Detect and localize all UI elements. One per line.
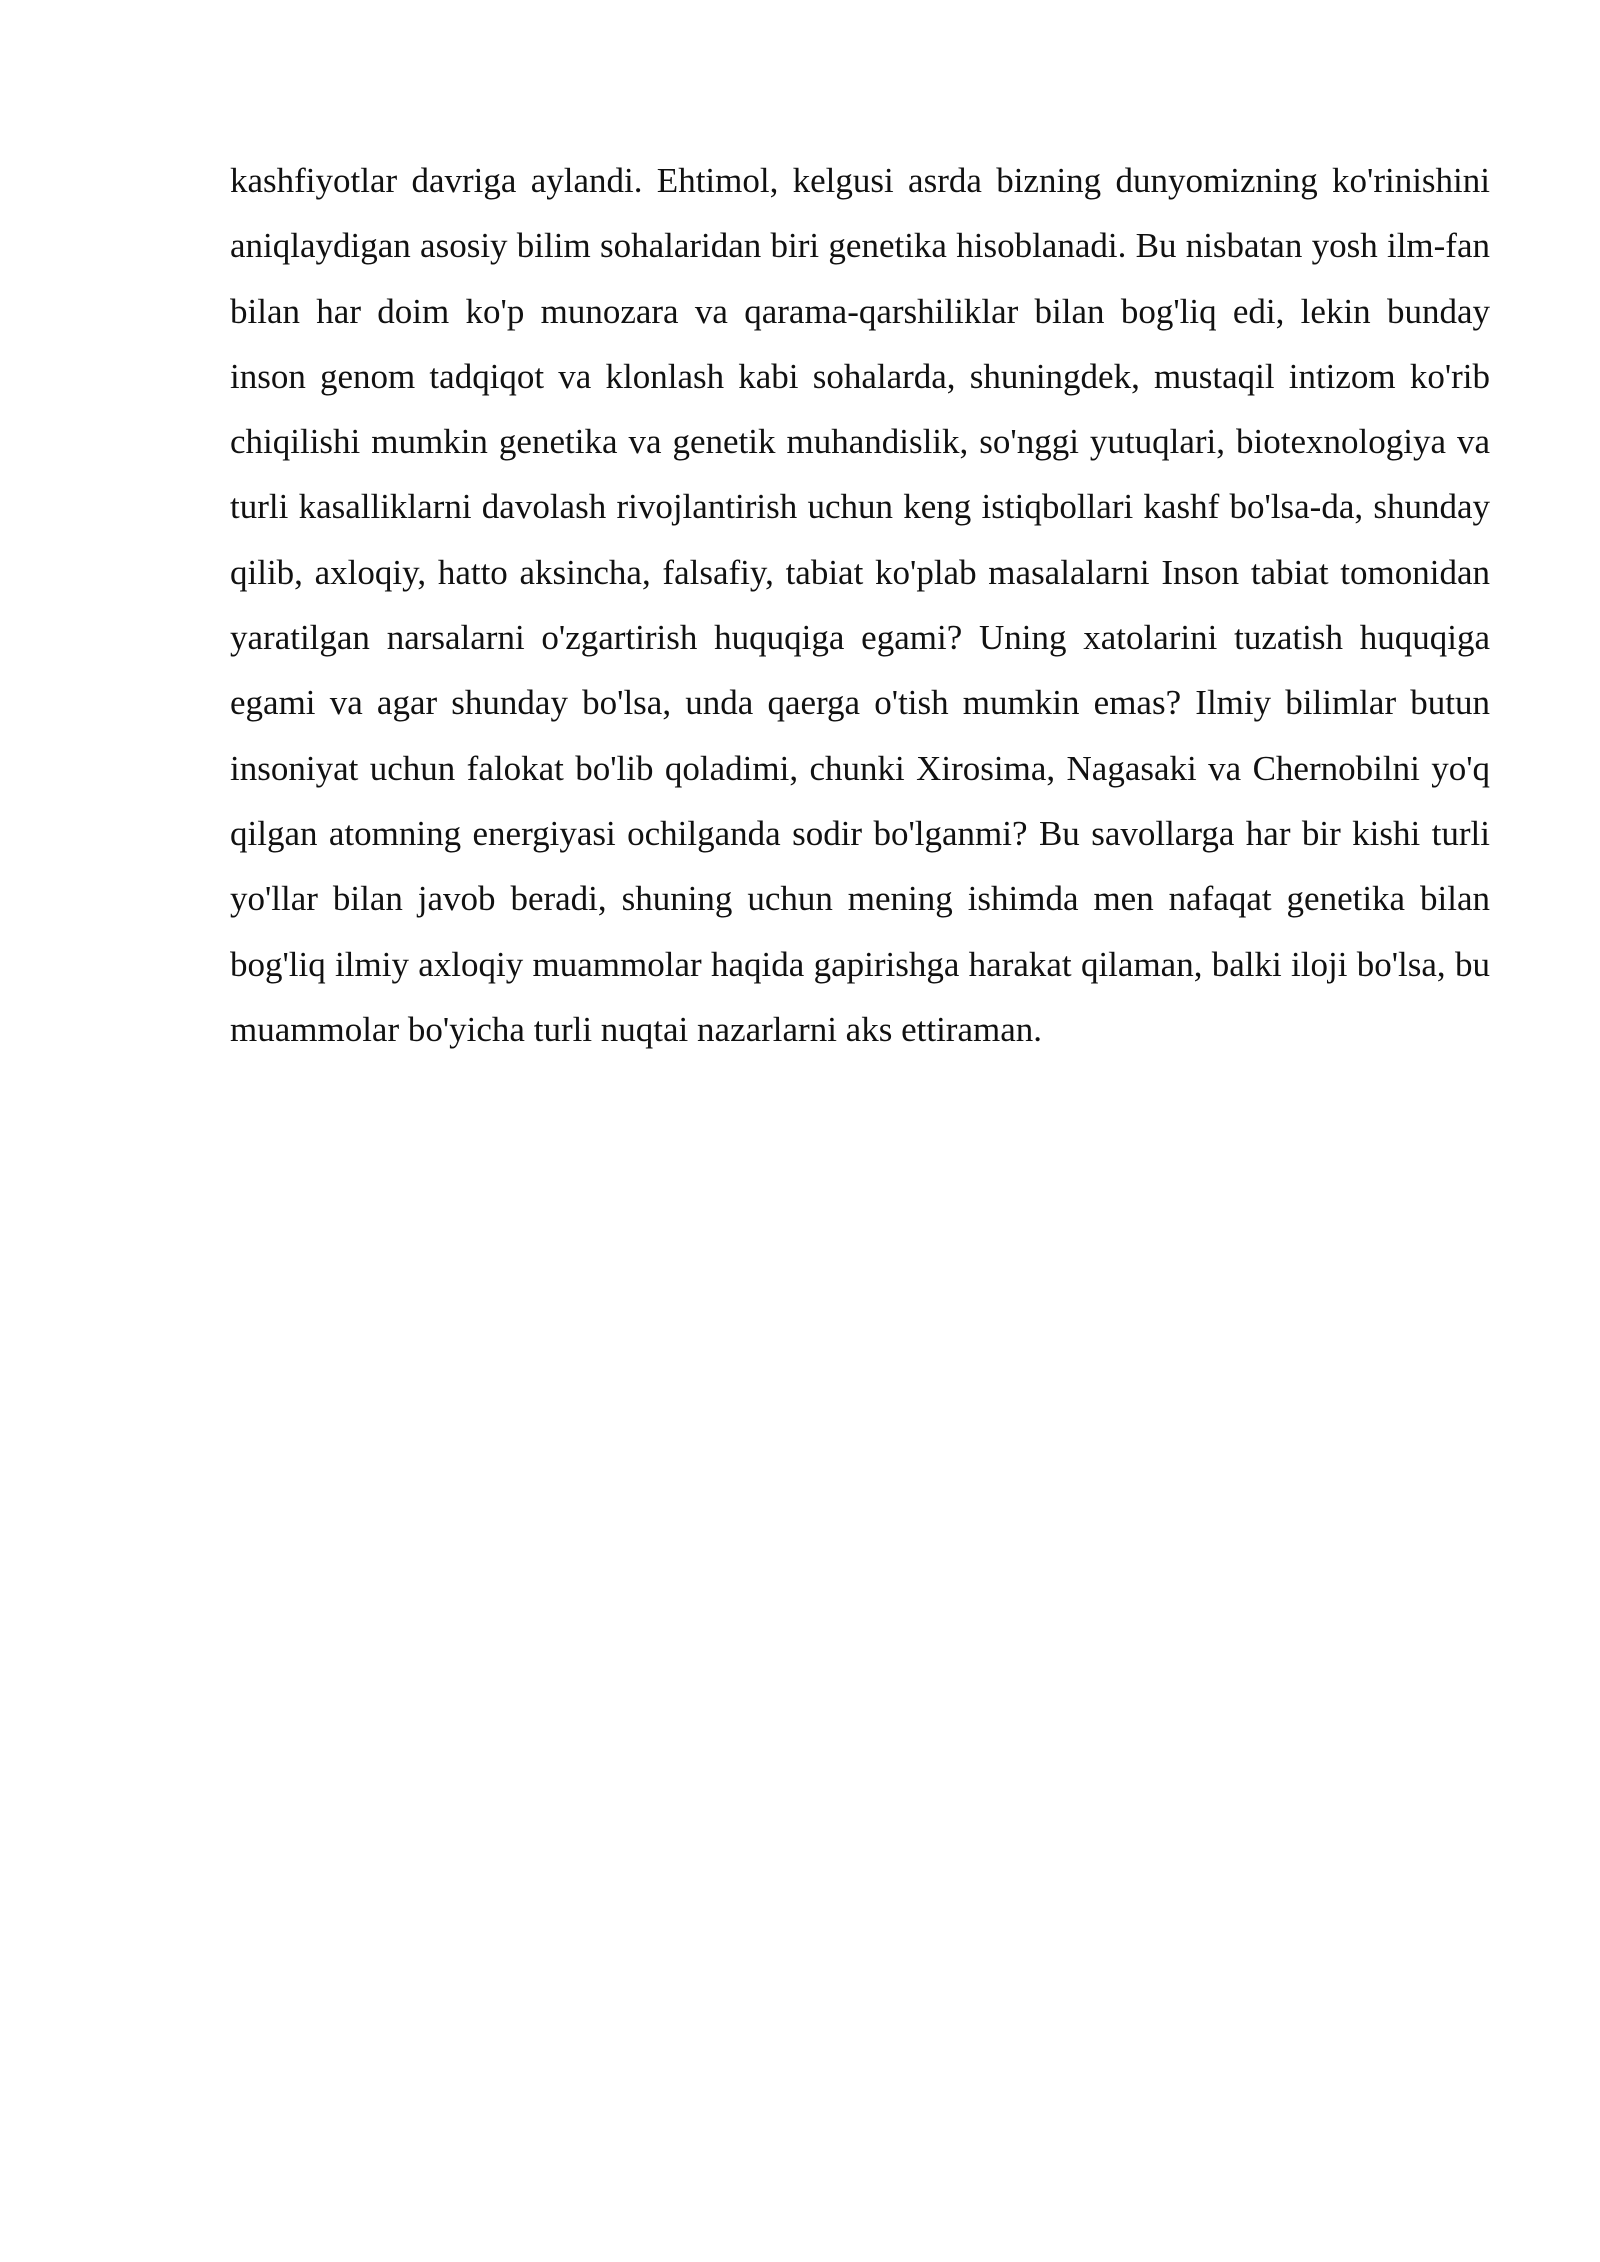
body-paragraph: kashfiyotlar davriga aylandi. Ehtimol, kelgusi asrda bizning dunyomizning ko'rinishini aniqlaydigan asosiy bilim sohalaridan biri genetika hisoblanadi. Bu nisbatan yosh ilm-fan bilan har doim ko'p munozara va qarama-qarshiliklar bilan bog'liq edi, lekin bunday inson genom tadqiqot va klonlash kabi sohalarda, shuningdek, mustaqil intizom ko'rib chiqilishi mumkin genetika va genetik muhandislik, so'nggi yutuqlari, biotexnologiya va turli kasalliklarni davolash rivojlantirish uchun keng istiqbollari kashf bo'lsa-da, shunday qilib, axloqiy, hatto aksincha, falsafiy, tabiat ko'plab masalalarni Inson tabiat tomonidan yaratilgan narsalarni o'zgartirish huquqiga egami? Uning xatolarini tuzatish huquqiga egami va agar shunday bo'lsa, unda qaerga o'tish mumkin emas? Ilmiy bilimlar butun insoniyat uchun falokat bo'lib qoladimi, chunki Xirosima, Nagasaki va Chernobilni yo'q qilgan atomning energiyasi ochilganda sodir bo'lganmi? Bu savollarga har bir kishi turli yo'llar bilan javob beradi, shuning uchun mening ishimda men nafaqat genetika bilan bog'liq ilmiy axloqiy muammolar haqida gapirishga harakat qilaman, balki iloji bo'lsa, bu muammolar bo'yicha turli nuqtai nazarlarni aks ettiraman. bbox=[230, 161, 1490, 1049]
